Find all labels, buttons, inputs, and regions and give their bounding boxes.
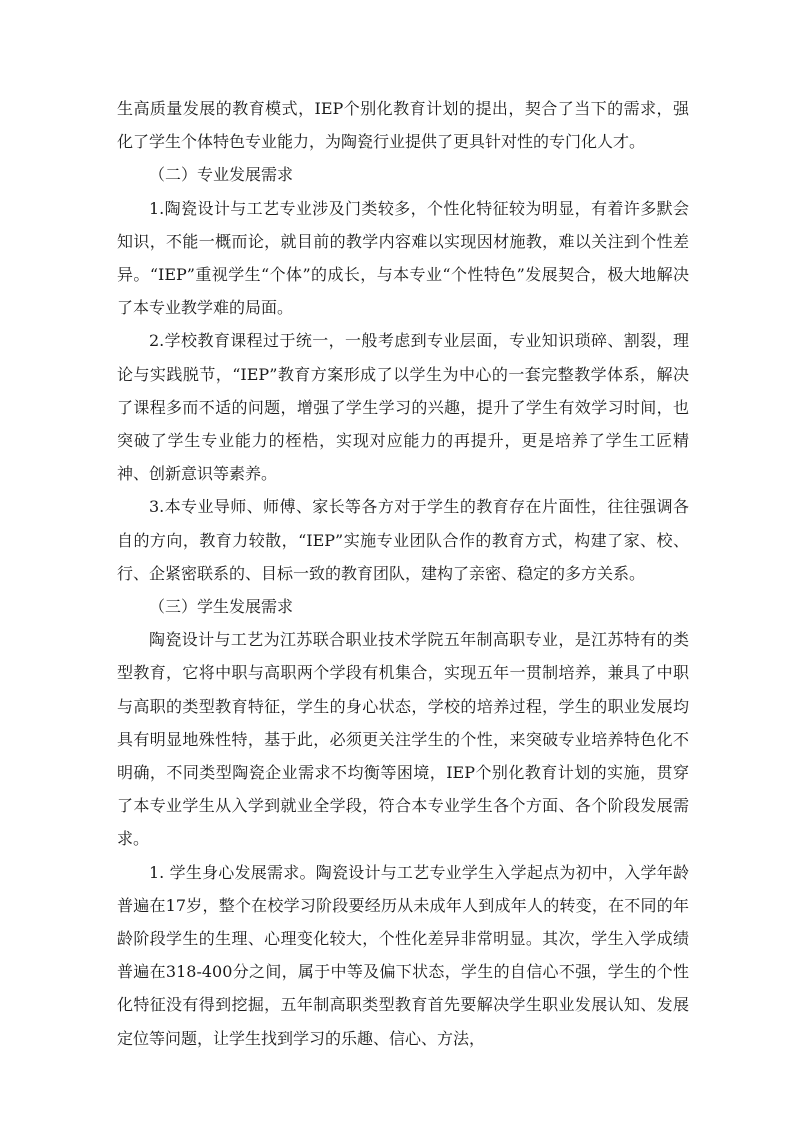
paragraph-student-intro: 陶瓷设计与工艺为江苏联合职业技术学院五年制高职专业，是江苏特有的类型教育，它将中职与高职两个学段有机集合，实现五年一贯制培养，兼具了中职与高职的类型教育特征，学生的身心状态，学校的培养过程，学生的职业发展均具有明显地殊性特，基于此，必须更关注学生的个性，来突破专业培养特色化不明确，不同类型陶瓷企业需求不均衡等困境，IEP个别化教育计划的实施，贯穿了本专业学生从入学到就业全学段，符合本专业学生各个方面、各个阶段发展需求。 [117,630,689,849]
paragraph-item-3: 3.本专业导师、师傅、家长等各方对于学生的教育存在片面性，往往强调各自的方向，教育力较散，“IEP”实施专业团队合作的教育方式，构建了家、校、行、企紧密联系的、目标一致的教育团队，建构了亲密、稳定的多方关系。 [117,497,689,583]
document-body [117,92,689,1055]
section-heading-student-needs: （三）学生发展需求 [149,597,294,617]
paragraph-continued: 生高质量发展的教育模式，IEP个别化教育计划的提出，契合了当下的需求，强化了学生个体特色专业能力，为陶瓷行业提供了更具针对性的专门化人才。 [117,99,689,152]
paragraph-item-2: 2.学校教育课程过于统一，一般考虑到专业层面，专业知识琐碎、割裂，理论与实践脱节，“IEP”教育方案形成了以学生为中心的一套完整教学体系，解决了课程多而不适的问题，增强了学生学习的兴趣，提升了学生有效学习时间，也突破了学生专业能力的桎梏，实现对应能力的再提升，更是培养了学生工匠精神、创新意识等素养。 [117,331,689,484]
section-heading-professional-needs: （二）专业发展需求 [149,165,294,185]
paragraph-item-1: 1.陶瓷设计与工艺专业涉及门类较多，个性化特征较为明显，有着许多默会知识，不能一概而论，就目前的教学内容难以实现因材施教，难以关注到个性差异。“IEP”重视学生“个体”的成长，与本专业“个性特色”发展契合，极大地解决了本专业教学难的局面。 [117,198,689,318]
paragraph-student-item-1: 1. 学生身心发展需求。陶瓷设计与工艺专业学生入学起点为初中，入学年龄普遍在17岁，整个在校学习阶段要经历从未成年人到成年人的转变，在不同的年龄阶段学生的生理、心理变化较大，个性化差异非常明显。其次，学生入学成绩普遍在318-400分之间，属于中等及偏下状态，学生的自信心不强，学生的个性化特征没有得到挖掘，五年制高职类型教育首先要解决学生职业发展认知、发展定位等问题，让学生找到学习的乐趣、信心、方法， [117,862,689,1048]
